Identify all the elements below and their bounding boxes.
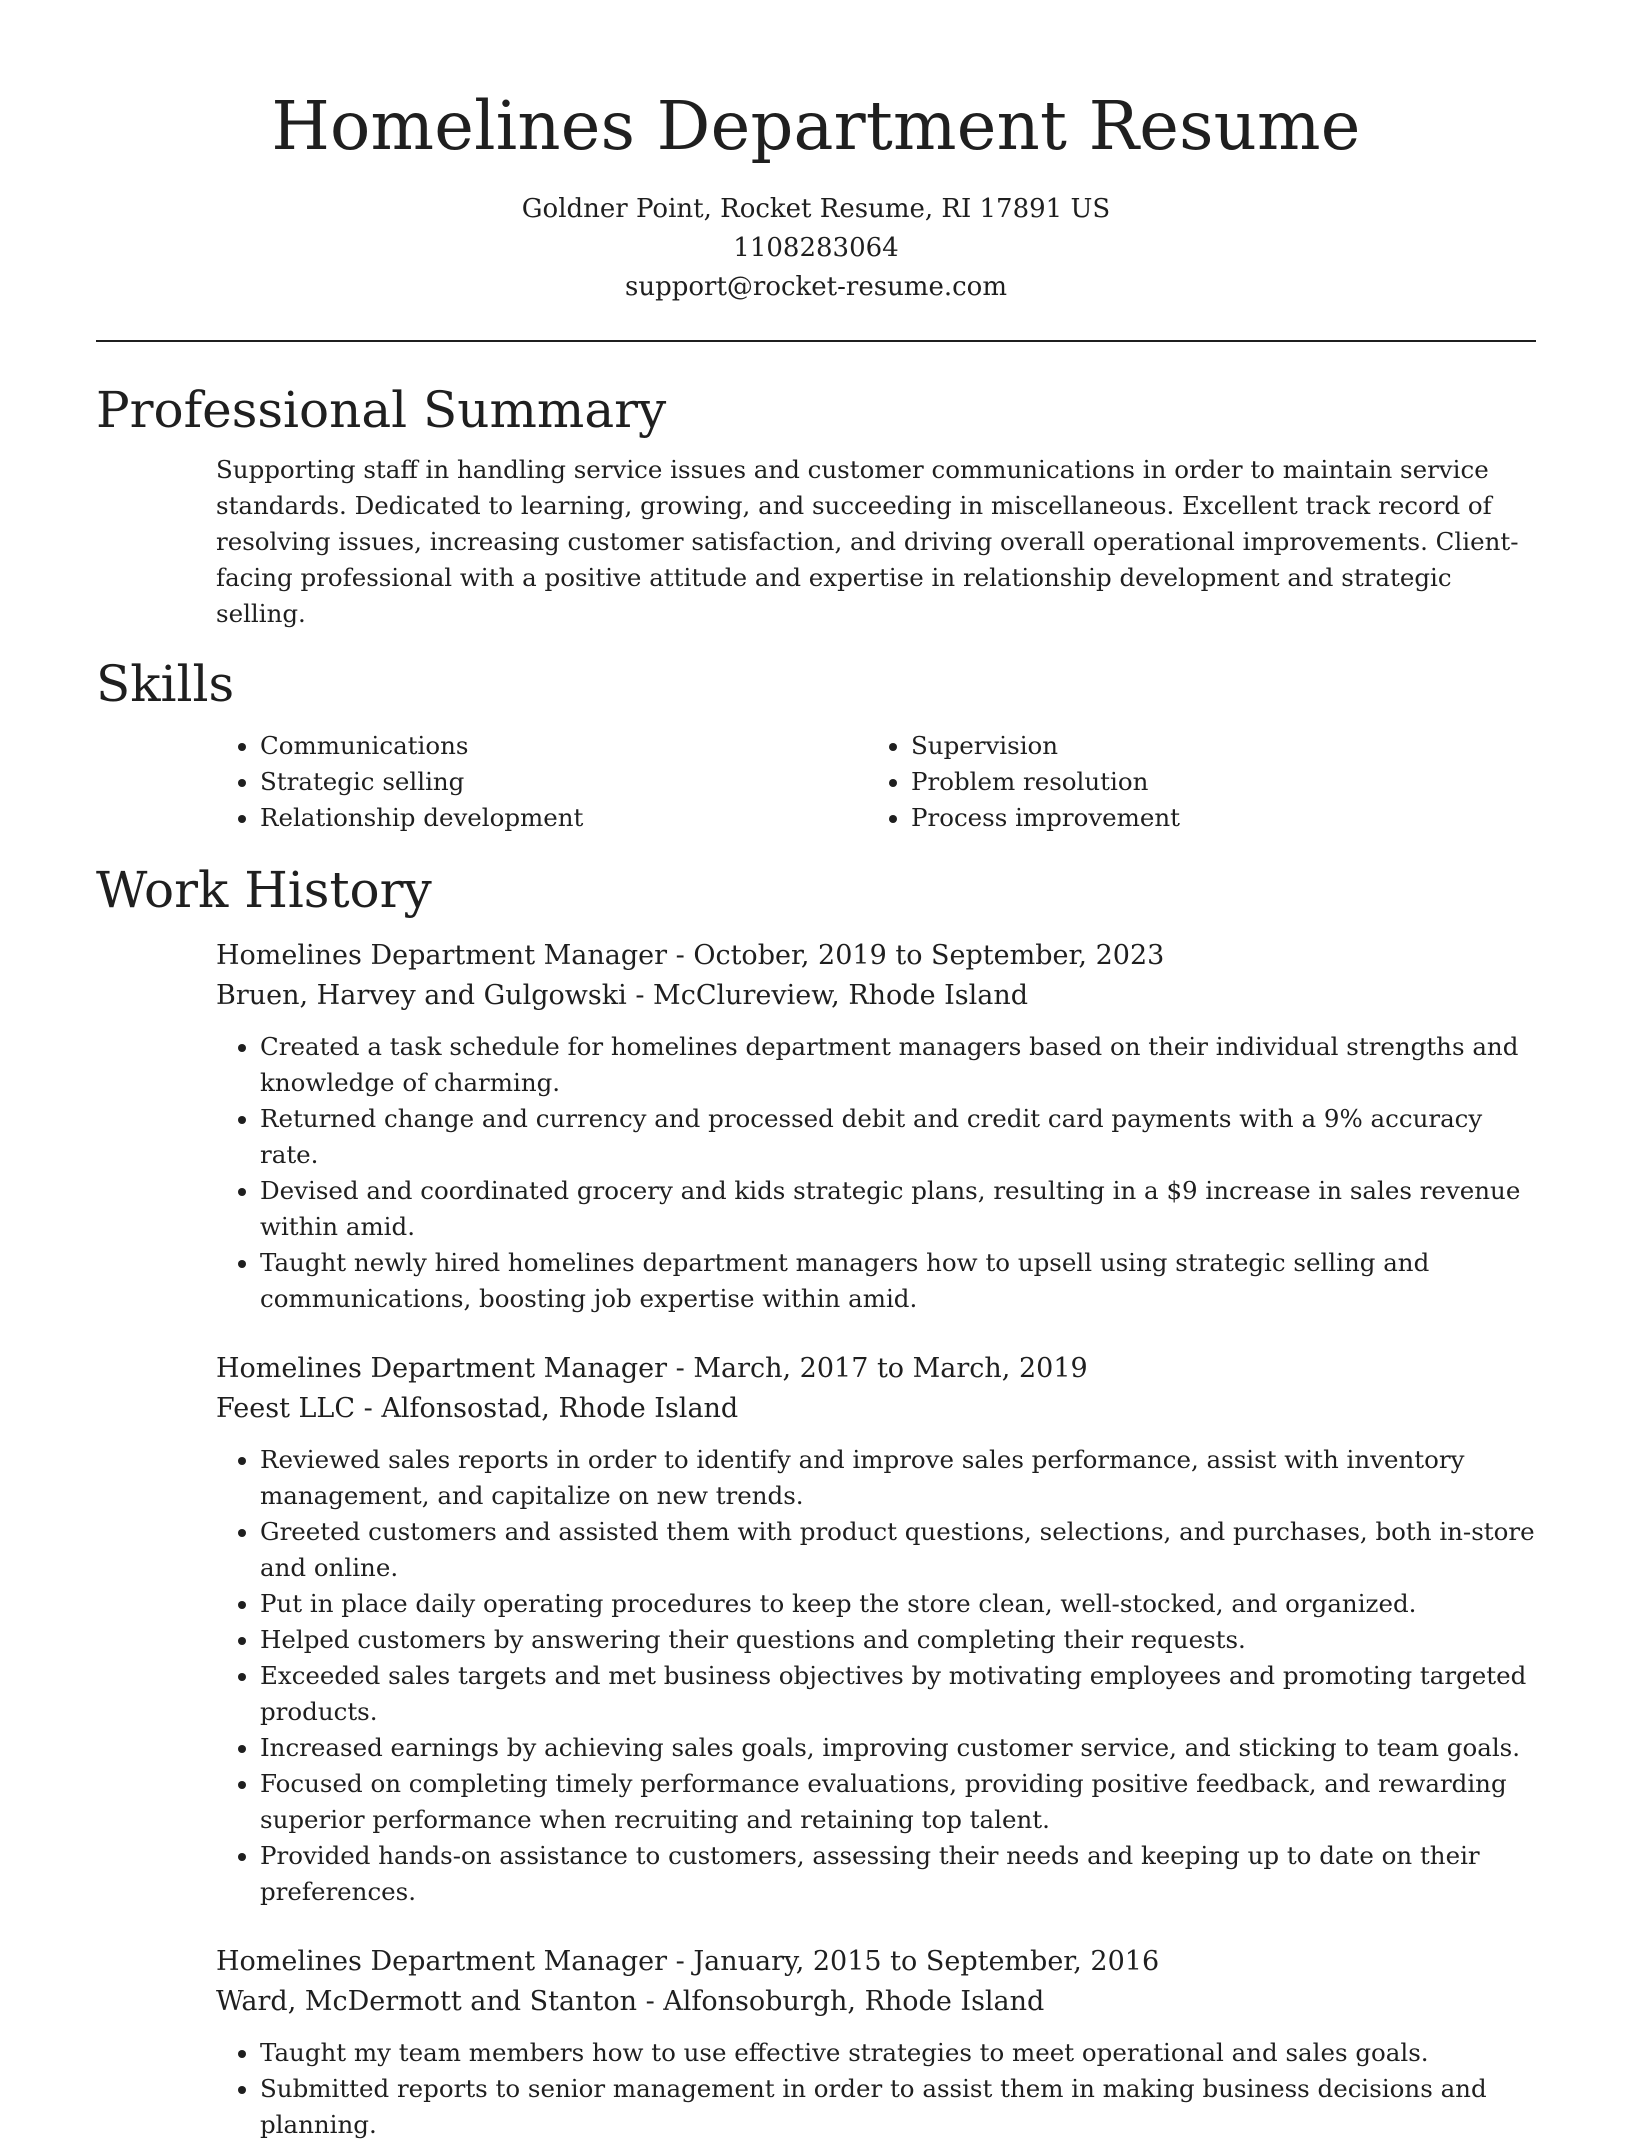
job-title: Homelines Department Manager: [216, 1353, 668, 1384]
skill-item: • Relationship development: [260, 800, 867, 836]
job-location: Alfonsoburgh, Rhode Island: [663, 1986, 1045, 2017]
job-dates: January, 2015 to September, 2016: [693, 1946, 1160, 1977]
job-entry: [216, 1942, 1536, 2143]
skills-list-left: [216, 728, 867, 836]
job-title: Homelines Department Manager: [216, 1946, 668, 1977]
job-location: McClureview, Rhode Island: [653, 980, 1029, 1011]
job-entry: [216, 936, 1536, 1317]
job-bullets: [216, 1442, 1536, 1910]
job-bullet: • Greeted customers and assisted them with product questions, selections, and purchases, both in-store and online.: [260, 1514, 1536, 1586]
contact-email: support@rocket-resume.com: [624, 272, 1007, 302]
job-bullet: • Devised and coordinated grocery and kids strategic plans, resulting in a $9 increase in sales revenue within amid.: [260, 1173, 1536, 1245]
work-history-section: [96, 858, 1536, 2143]
skill-item: • Process improvement: [911, 800, 1518, 836]
summary-section: [96, 378, 1536, 632]
skills-grid: [216, 728, 1536, 836]
skill-item: • Strategic selling: [260, 764, 867, 800]
work-history-title: Work History: [96, 861, 432, 919]
job-bullet: • Reviewed sales reports in order to identify and improve sales performance, assist with inventory management, and capitalize on new trends.: [260, 1442, 1536, 1514]
job-company: Ward, McDermott and Stanton: [216, 1986, 637, 2017]
skills-title: Skills: [96, 655, 235, 713]
job-bullet: • Focused on completing timely performance evaluations, providing positive feedback, and rewarding superior performance when recruiting and retaining top talent.: [260, 1766, 1536, 1838]
job-title-line: Homelines Department Manager - March, 2017 to March, 2019: [216, 1353, 1088, 1384]
skills-list-right: [867, 728, 1518, 836]
job-bullets: [216, 1029, 1536, 1317]
contact-phone: 1108283064: [733, 233, 899, 263]
job-company: Feest LLC: [216, 1393, 356, 1424]
skills-section: [96, 652, 1536, 836]
skill-item: • Supervision: [911, 728, 1518, 764]
job-dates: March, 2017 to March, 2019: [693, 1353, 1088, 1384]
job-company-line: Ward, McDermott and Stanton - Alfonsoburgh, Rhode Island: [216, 1986, 1045, 2017]
skill-item: • Problem resolution: [911, 764, 1518, 800]
job-bullet: • Taught newly hired homelines department managers how to upsell using strategic selling and communications, boosting job expertise within amid.: [260, 1245, 1536, 1317]
job-title-line: Homelines Department Manager - October, 2019 to September, 2023: [216, 940, 1165, 971]
job-bullet: • Put in place daily operating procedures to keep the store clean, well-stocked, and organized.: [260, 1586, 1536, 1622]
summary-title: Professional Summary: [96, 381, 667, 439]
summary-text: Supporting staff in handling service issues and customer communications in order to maintain service standards. Dedicated to learning, growing, and succeeding in miscellaneous. Excellent track record of resolving issues, increasing customer satisfaction, and driving overall operational improvements. Client-facing professional with a positive attitude and expertise in relationship development and strategic selling.: [216, 455, 1519, 628]
header-divider: [96, 340, 1536, 342]
skill-item: • Communications: [260, 728, 867, 764]
job-dates: October, 2019 to September, 2023: [693, 940, 1165, 971]
contact-block: [96, 190, 1536, 307]
job-title: Homelines Department Manager: [216, 940, 668, 971]
job-company: Bruen, Harvey and Gulgowski: [216, 980, 627, 1011]
job-bullet: • Taught my team members how to use effective strategies to meet operational and sales goals.: [260, 2035, 1536, 2071]
job-location: Alfonsostad, Rhode Island: [381, 1393, 739, 1424]
contact-address: Goldner Point, Rocket Resume, RI 17891 US: [521, 194, 1111, 224]
job-bullets: [216, 2035, 1536, 2143]
job-title-line: Homelines Department Manager - January, 2015 to September, 2016: [216, 1946, 1160, 1977]
job-bullet: • Submitted reports to senior management in order to assist them in making business decisions and planning.: [260, 2071, 1536, 2143]
job-bullet: • Returned change and currency and processed debit and credit card payments with a 9% accuracy rate.: [260, 1101, 1536, 1173]
job-entry: [216, 1349, 1536, 1910]
job-company-line: Bruen, Harvey and Gulgowski - McClureview, Rhode Island: [216, 980, 1029, 1011]
job-bullet: • Provided hands-on assistance to customers, assessing their needs and keeping up to date on their preferences.: [260, 1838, 1536, 1910]
resume-page: [96, 0, 1536, 2143]
job-company-line: Feest LLC - Alfonsostad, Rhode Island: [216, 1393, 739, 1424]
job-bullet: • Created a task schedule for homelines department managers based on their individual strengths and knowledge of charming.: [260, 1029, 1536, 1101]
resume-name: Homelines Department Resume: [271, 87, 1361, 165]
job-bullet: • Increased earnings by achieving sales goals, improving customer service, and sticking to team goals.: [260, 1730, 1536, 1766]
resume-header: [96, 0, 1536, 307]
job-bullet: • Exceeded sales targets and met business objectives by motivating employees and promoting targeted products.: [260, 1658, 1536, 1730]
job-bullet: • Helped customers by answering their questions and completing their requests.: [260, 1622, 1536, 1658]
